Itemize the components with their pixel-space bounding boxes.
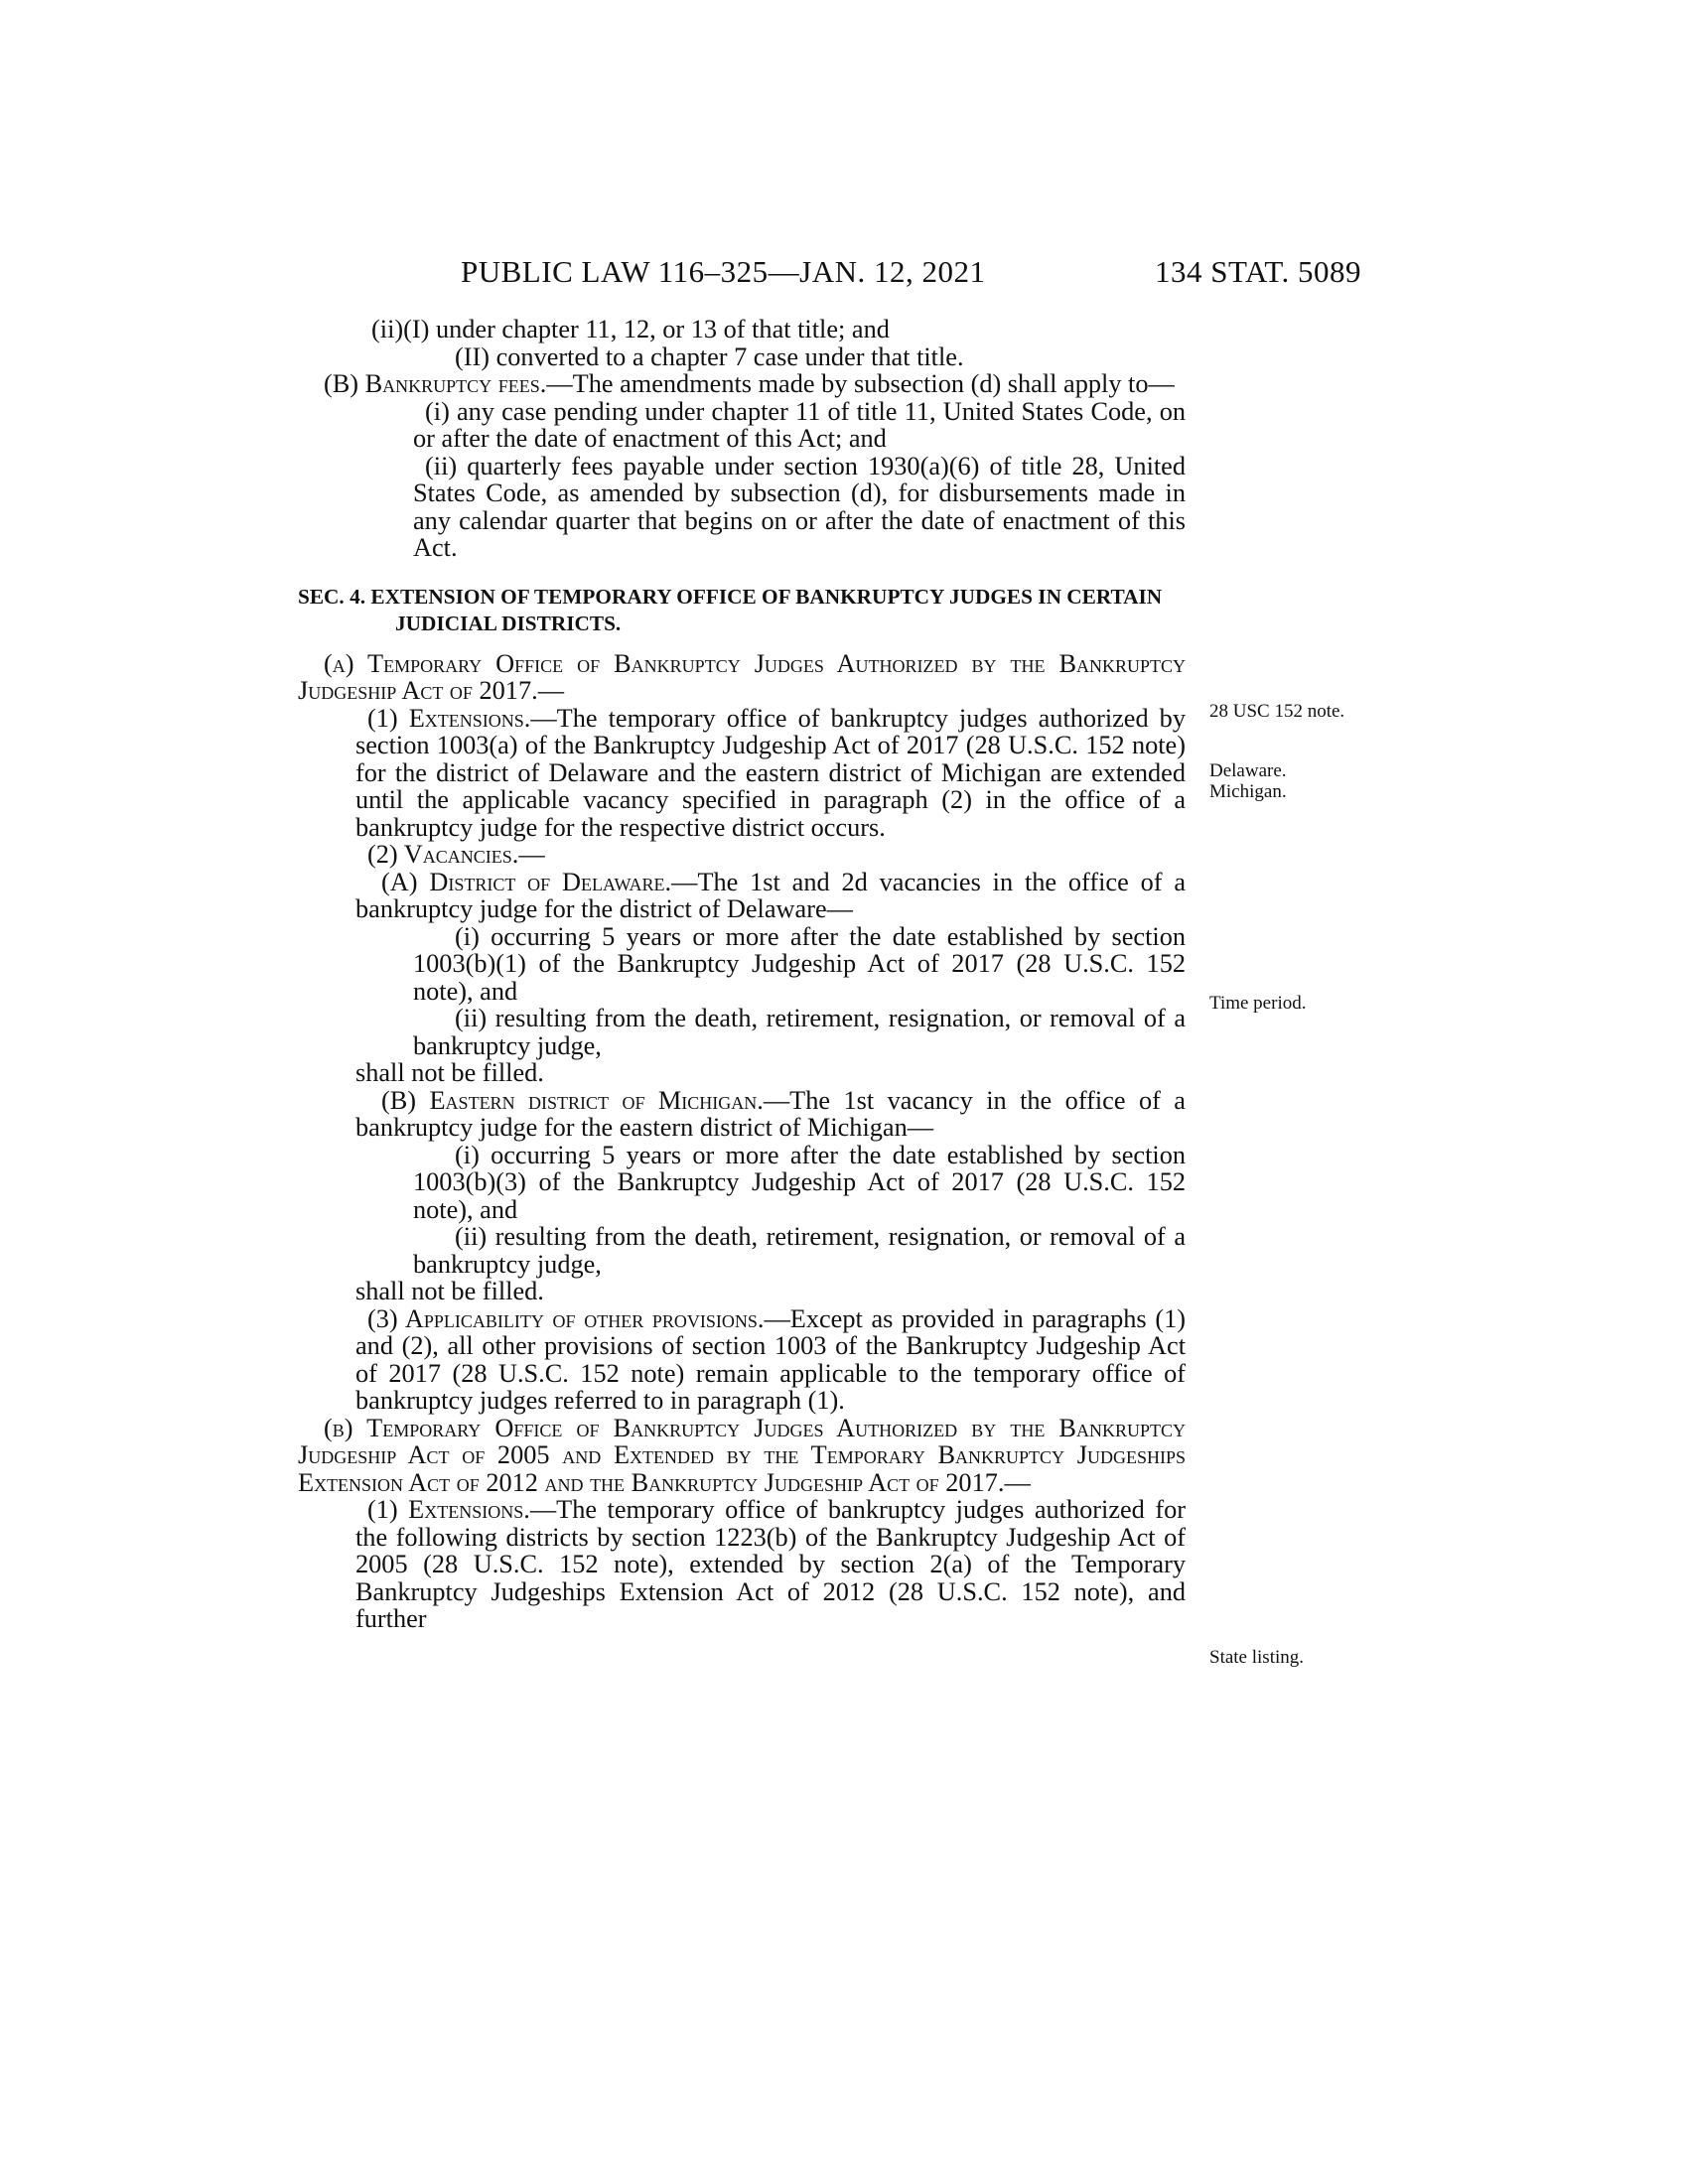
text-run: —The amendments made by subsection (d) shall apply to—: [546, 369, 1175, 398]
paragraph: (i) occurring 5 years or more after the date established by section 1003(b)(3) of the Bankruptcy Judgeship Act of 2017 (28 U.S.C. 152 note), and: [413, 1140, 1186, 1224]
paragraph: (ii) resulting from the death, retirement, resignation, or removal of a bankruptcy judge,: [413, 1004, 1186, 1060]
margin-note-state-listing: State listing.: [1209, 1647, 1304, 1668]
paragraph: (II) converted to a chapter 7 case under that title.: [455, 341, 964, 371]
text-run: —The temporary office of bankruptcy judges authorized for the following districts by section 1223(b) of the Bankruptcy Judgeship Act of 2005 (28 U.S.C. 152 note), extended by section 2(a) of the Temporary Bankruptcy Judgeships Extension Act of 2012 (28 U.S.C. 152 note), and further: [355, 1495, 1186, 1633]
page-stat-number: 134 STAT. 5089: [1155, 254, 1362, 289]
heading-run: (B) Bankruptcy fees.: [324, 369, 547, 398]
paragraph: [298, 869, 1186, 923]
heading-run: (A) District of Delaware.: [381, 867, 672, 896]
text-run: —The temporary office of bankruptcy judges authorized by section 1003(a) of the Bankruptcy Judgeship Act of 2017 (28 U.S.C. 152 note) for the district of Delaware and the eastern district of Michigan are extended until the applicable vacancy specified in paragraph (2) in the office of a bankruptcy judge for the respective district occurs.: [355, 703, 1186, 842]
paragraph: [298, 705, 1186, 842]
paragraph: shall not be filled.: [355, 1058, 544, 1087]
paragraph: (ii) quarterly fees payable under section 1930(a)(6) of title 28, United States Code, as amended by subsection (d), for disbursements made in any calendar quarter that begins on or after the date of enactment of this Act.: [413, 451, 1186, 562]
margin-note-delaware: Delaware.: [1209, 760, 1287, 781]
heading-run: (1) Extensions.: [367, 703, 531, 733]
text-run: —: [518, 840, 545, 869]
paragraph: [298, 841, 1186, 869]
paragraph: (ii) resulting from the death, retirement, resignation, or removal of a bankruptcy judge,: [413, 1222, 1186, 1279]
margin-note-time-period: Time period.: [1209, 993, 1307, 1014]
paragraph: (i) any case pending under chapter 11 of title 11, United States Code, on or after the date of enactment of this Act; and: [413, 396, 1186, 453]
heading-run: (3) Applicability of other provisions.: [367, 1303, 765, 1333]
running-header: PUBLIC LAW 116–325—JAN. 12, 2021: [461, 254, 986, 289]
statute-body: [298, 316, 1186, 1633]
heading-run: (2) Vacancies.: [367, 840, 519, 869]
paragraph: [298, 1415, 1186, 1497]
heading-run: (b) Temporary Office of Bankruptcy Judges Authorized by the Bankruptcy Judgeship Act of 2005 and Extended by the Temporary Bankruptcy Judgeships Extension Act of 2012 and the Bankruptcy Judgeship Act of 2017.: [298, 1413, 1186, 1497]
text-run: —The 1st vacancy in the office of a bankruptcy judge for the eastern district of Michigan—: [355, 1085, 1186, 1142]
section-heading: SEC. 4. EXTENSION OF TEMPORARY OFFICE OF BANKRUPTCY JUDGES IN CERTAIN JUDICIAL DISTRICTS.: [298, 584, 1163, 635]
text-run: —: [537, 676, 564, 705]
text-run: —The 1st and 2d vacancies in the office of a bankruptcy judge for the district of Delaware—: [355, 867, 1187, 923]
paragraph: [298, 650, 1186, 705]
paragraph: (ii)(I) under chapter 11, 12, or 13 of that title; and: [371, 315, 890, 343]
text-run: —: [1004, 1467, 1031, 1497]
heading-run: (a) Temporary Office of Bankruptcy Judges Authorized by the Bankruptcy Judgeship Act of 2017.: [298, 648, 1186, 705]
text-run: —Except as provided in paragraphs (1) and (2), all other provisions of section 1003 of the Bankruptcy Judgeship Act of 2017 (28 U.S.C. 152 note) remain applicable to the temporary office of bankruptcy judges referred to in paragraph (1).: [355, 1303, 1186, 1415]
paragraph: [298, 1087, 1186, 1142]
margin-note-usc: 28 USC 152 note.: [1209, 701, 1345, 722]
paragraph: shall not be filled.: [355, 1277, 544, 1305]
paragraph: [298, 1496, 1186, 1633]
heading-run: (B) Eastern district of Michigan.: [381, 1085, 764, 1115]
heading-run: (1) Extensions.: [367, 1495, 530, 1524]
paragraph: [298, 1305, 1186, 1415]
paragraph: [298, 370, 1186, 398]
margin-note-michigan: Michigan.: [1209, 781, 1287, 802]
paragraph: (i) occurring 5 years or more after the date established by section 1003(b)(1) of the Bankruptcy Judgeship Act of 2017 (28 U.S.C. 152 note), and: [413, 921, 1186, 1006]
